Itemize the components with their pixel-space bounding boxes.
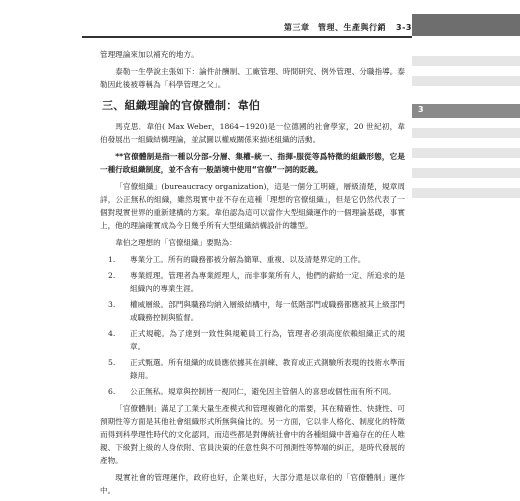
side-marker [412, 128, 520, 138]
intro-paragraph-1: 管理理論來加以補充的地方。 [100, 50, 199, 59]
bureaucracy-definition: **官僚體制是指一種以分部-分層、集權-統一、指揮-服從等爲特徵的組織形態，它是一種行政組織制度，並不含有一般語境中使用“官僚”一詞的貶義。 [100, 152, 405, 174]
list-item [100, 298, 405, 324]
side-marker [412, 148, 520, 158]
list-item [100, 327, 405, 353]
side-marker-active [412, 104, 520, 118]
page-number: 3-3 [396, 22, 412, 32]
side-marker [412, 188, 520, 198]
list-item-text: 正式甄選。所有組織的成員應依據其在訓練、教育或正式測驗所表現的技術水準而錄用。 [130, 358, 405, 380]
list-item-number: 3. [108, 300, 116, 309]
list-item [100, 269, 405, 295]
weber-intro-paragraph: 馬克思．韋伯( Max Weber，1864~1920)是一位德國的社會學家，20 世紀初，韋伯發展出一組織結構理論，並試圖以權威關係來描述組織的活動。 [100, 122, 405, 144]
list-item-number: 4. [108, 329, 116, 338]
list-item-number: 5. [108, 358, 116, 367]
page-content [100, 48, 405, 501]
list-item-text: 專業分工。所有的職務都被分解為簡單、重複、以及清楚界定的工作。 [130, 255, 366, 264]
list-item [100, 385, 405, 398]
intro-paragraph-2: 泰勒一生學說主張如下：論件計酬制、工廠管理、時間研究、例外管理、分職指導。泰勒因此後被尊稱為「科學管理之父」。 [100, 67, 405, 89]
section-heading: 三、組織理論的官僚體制：韋伯 [102, 99, 261, 112]
list-item-number: 1. [108, 255, 116, 264]
list-item-number: 2. [108, 271, 116, 280]
side-marker-number: 3 [418, 105, 424, 114]
chapter-title: 第三章 管理、生產與行銷 [284, 22, 387, 32]
page-header [82, 18, 412, 38]
features-list [100, 253, 405, 398]
list-item-text: 權威層級。部門與職務均納入層級結構中，每一低階部門或職務都應被其上級部門或職務控制與監督。 [130, 300, 405, 322]
list-item [100, 253, 405, 266]
list-item-text: 專業經理。管理者為專業經理人，而非事業所有人，他們的薪給一定、所追求的是組織內的專業生涯。 [130, 271, 405, 293]
side-marker [412, 168, 520, 178]
bureaucracy-organization-paragraph: 「官僚組織」(bureaucracy organization)，這是一個分工明確，層級清楚，規章周詳，公正無私的組織，雖然現實中並不存在這種「理想的官僚組織」，但是它仍然代表了一個對現實世界的重新建構的方案。韋伯認為這可以當作大型組織運作的一個理論基礎，事實上，他的理論確實成為今日幾乎所有大型組織結構設計的雛型。 [100, 182, 405, 230]
side-marker [412, 76, 520, 86]
list-item-text: 公正無私。規章與控制皆一視同仁，避免因主管個人的喜惡或個性而有所不同。 [130, 387, 396, 396]
bureaucracy-evaluation-paragraph: 「官僚體制」滿足了工業大量生產模式和管理複雜化的需要，其在精確性、快捷性、可預期性等方面是其他社會組織形式所無與倫比的。另一方面，它以非人格化、制度化的特徵而得到科學理性時代的文化認同，而這些都是對傳統社會中的各種組織中普遍存在的任人唯親、下級對上級的人身依附、官員決策的任意性與不可預測性等弊端的糾正，是時代發展的產物。 [100, 404, 405, 465]
features-lead-in: 韋伯之理想的「官僚組織」要點為： [115, 238, 237, 247]
header-tab-block [412, 14, 520, 36]
list-item-number: 6. [108, 387, 116, 396]
closing-paragraph: 現實社會的管理運作，政府也好，企業也好，大部分還是以韋伯的「官僚體制」運作中。 [100, 473, 405, 495]
list-item [100, 356, 405, 382]
side-marker [412, 56, 520, 66]
list-item-text: 正式規範。為了達到一致性與規範員工行為，管理者必須高度依賴組織正式的規章。 [130, 329, 405, 351]
